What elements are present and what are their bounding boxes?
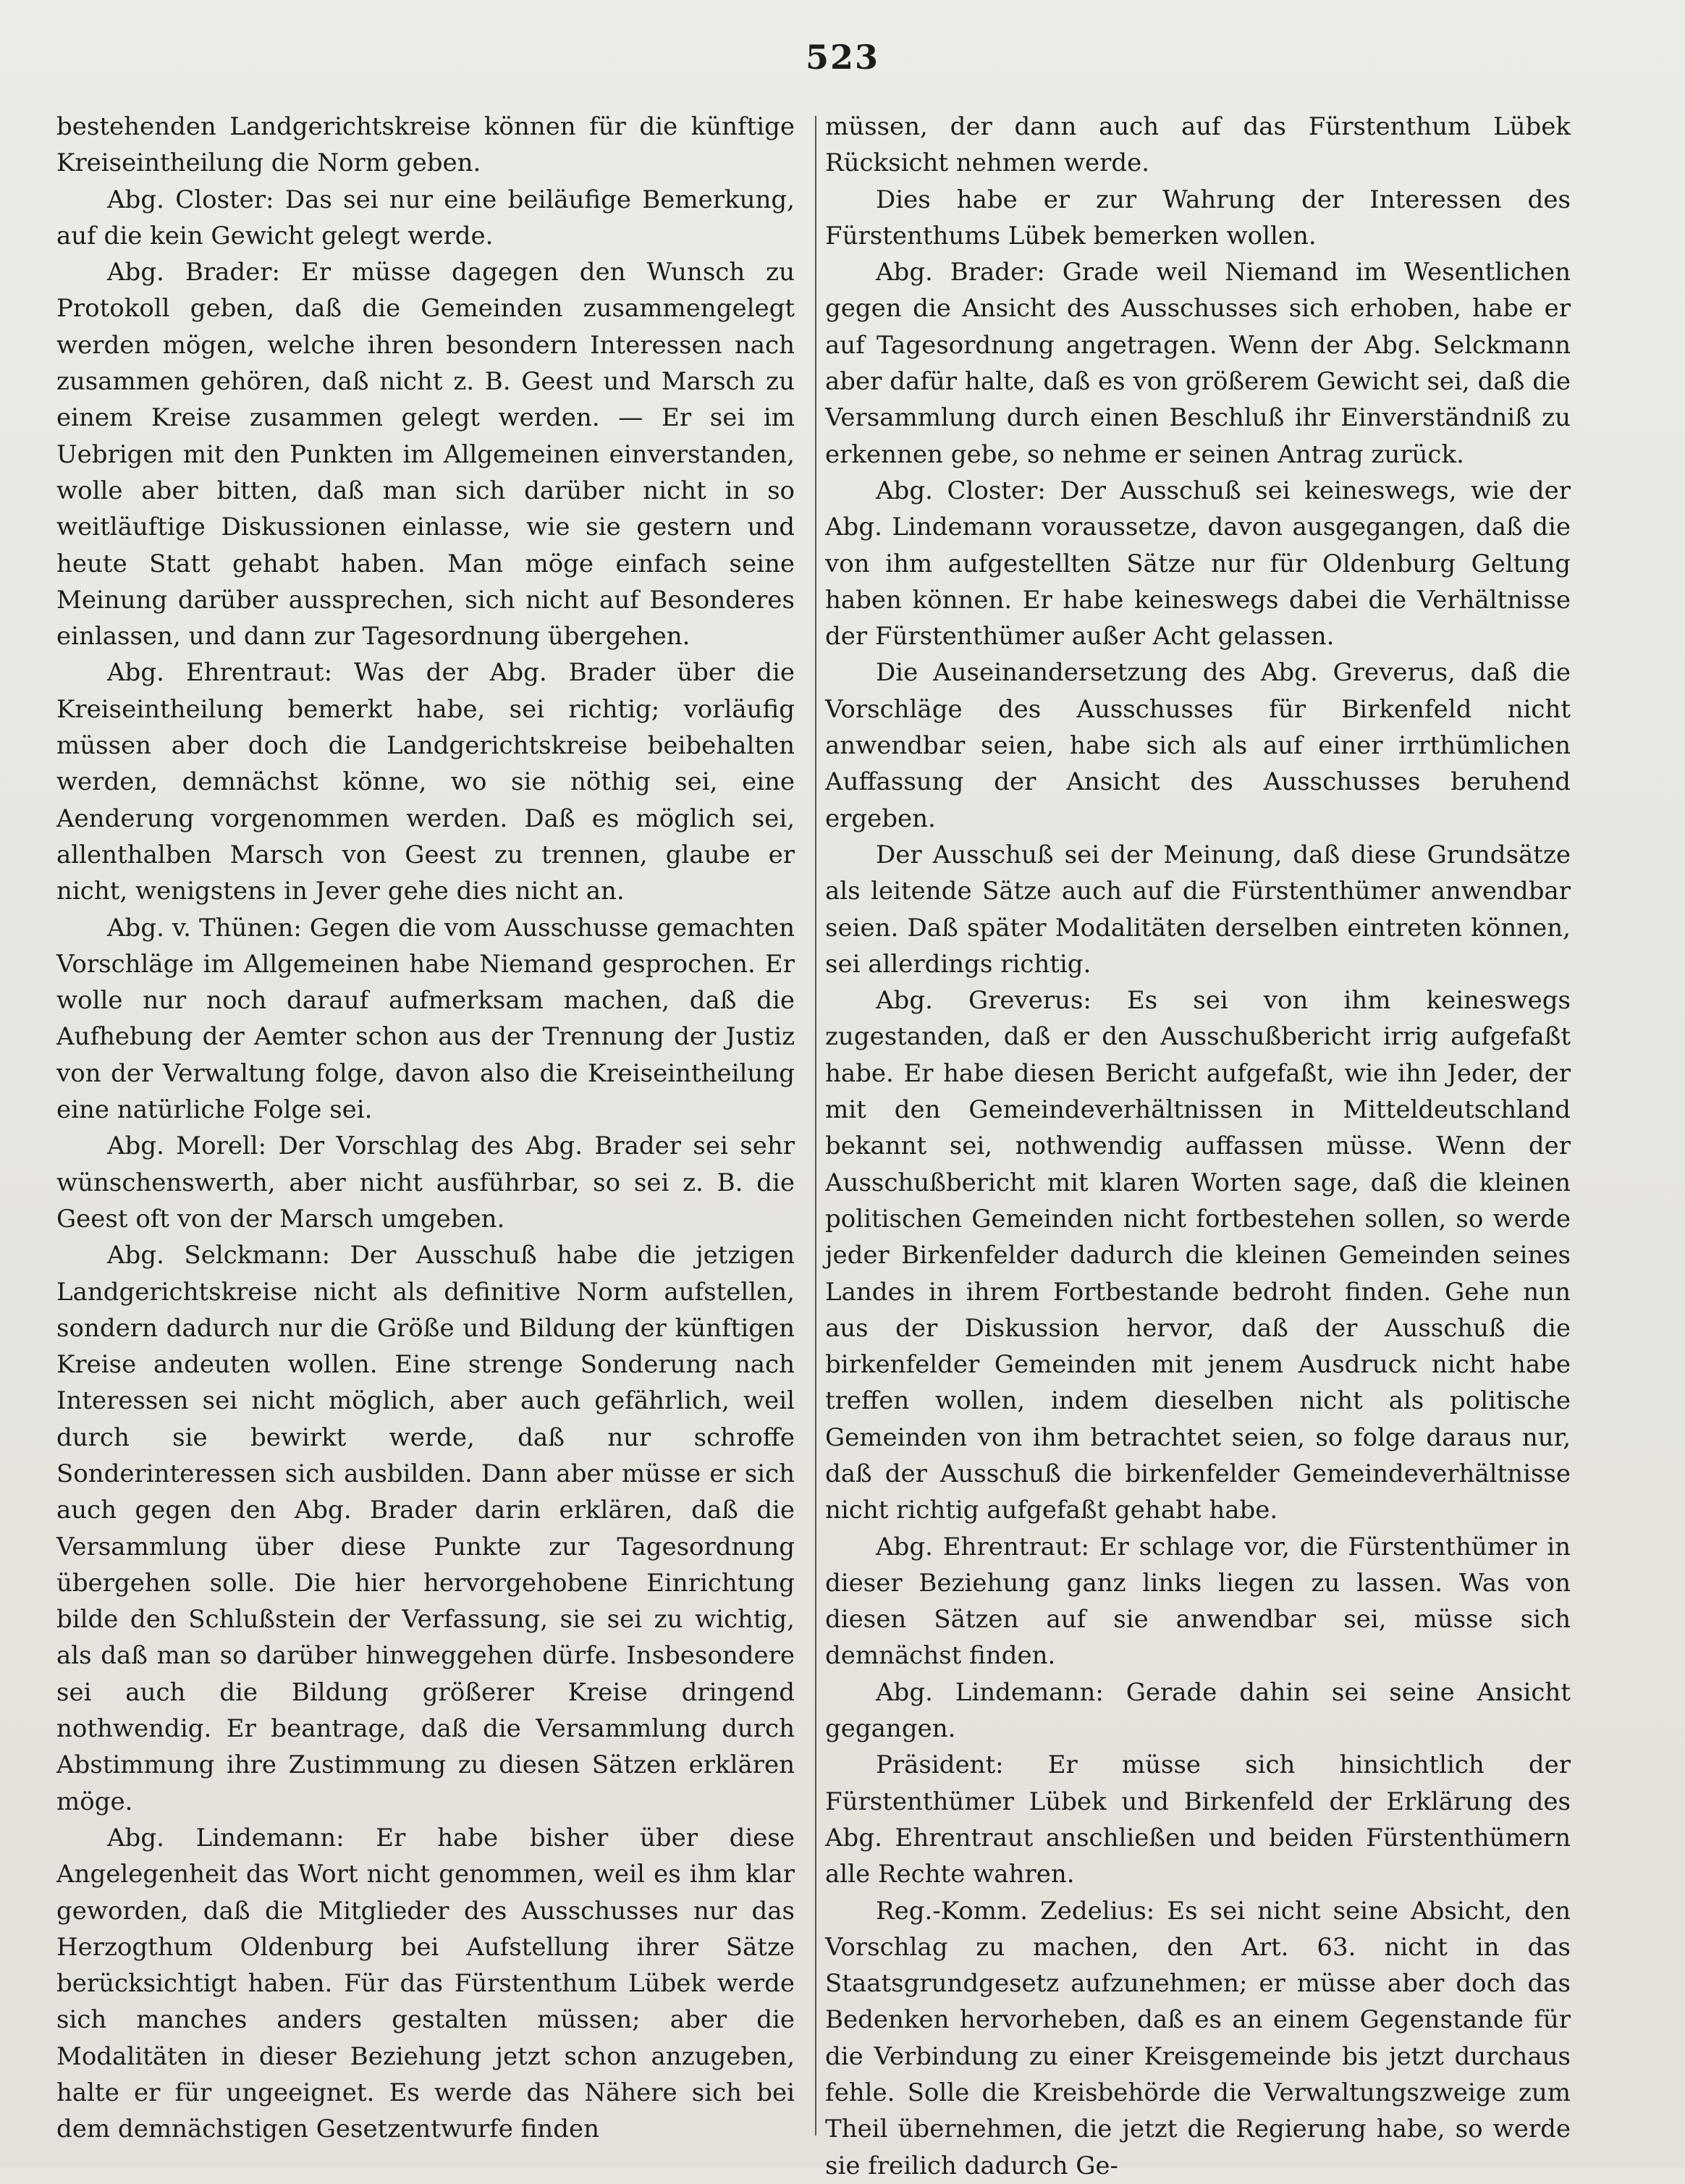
- paragraph: Abg. Brader: Grade weil Niemand im Wesentlichen gegen die Ansicht des Ausschusses sich erhoben, habe er auf Tagesordnung angetragen. Wenn der Abg. Selckmann aber dafür halte, daß es von größerem Gewicht sei, daß die Versammlung durch einen Beschluß ihr Einverständniß zu erkennen gebe, so nehme er seinen Antrag zurück.: [825, 258, 1571, 469]
- column-divider: [815, 116, 816, 2135]
- right-column: [825, 109, 1571, 2184]
- paragraph: Die Auseinandersetzung des Abg. Greverus, daß die Vorschläge des Ausschusses für Birkenfeld nicht anwendbar seien, habe sich als auf einer irrthümlichen Auffassung der Ansicht des Ausschusses beruhend ergeben.: [825, 658, 1571, 833]
- paragraph: Abg. Brader: Er müsse dagegen den Wunsch zu Protokoll geben, daß die Gemeinden zusammengelegt werden mögen, welche ihren besondern Interessen nach zusammen gehören, daß nicht z. B. Geest und Marsch zu einem Kreise zusammen gelegt werden. — Er sei im Uebrigen mit den Punkten im Allgemeinen einverstanden, wolle aber bitten, daß man sich darüber nicht in so weitläuftige Diskussionen einlasse, wie sie gestern und heute Statt gehabt haben. Man möge einfach seine Meinung darüber aussprechen, sich nicht auf Besonderes einlassen, und dann zur Tagesordnung übergehen.: [56, 258, 795, 652]
- paragraph: Abg. Ehrentraut: Was der Abg. Brader über die Kreiseintheilung bemerkt habe, sei richtig; vorläufig müssen aber doch die Landgerichtskreise beibehalten werden, demnächst könne, wo sie nöthig sei, eine Aenderung vorgenommen werden. Daß es möglich sei, allenthalben Marsch von Geest zu trennen, glaube er nicht, wenigstens in Jever gehe dies nicht an.: [56, 658, 795, 906]
- paragraph: Reg.-Komm. Zedelius: Es sei nicht seine Absicht, den Vorschlag zu machen, den Art. 63. nicht in das Staatsgrundgesetz aufzunehmen; er müsse aber doch das Bedenken hervorheben, daß es an einem Gegenstande für die Verbindung zu einer Kreisgemeinde bis jetzt durchaus fehle. Solle die Kreisbehörde die Verwaltungszweige zum Theil übernehmen, die jetzt die Regierung habe, so werde sie freilich dadurch Ge-: [825, 1896, 1571, 2180]
- paragraph: müssen, der dann auch auf das Fürstenthum Lübek Rücksicht nehmen werde.: [825, 112, 1571, 178]
- paragraph: Abg. Selckmann: Der Ausschuß habe die jetzigen Landgerichtskreise nicht als definitive Norm aufstellen, sondern dadurch nur die Größe und Bildung der künftigen Kreise andeuten wollen. Eine strenge Sonderung nach Interessen sei nicht möglich, aber auch gefährlich, weil durch sie bewirkt werde, daß nur schroffe Sonderinteressen sich ausbilden. Dann aber müsse er sich auch gegen den Abg. Brader darin erklären, daß die Versammlung über diese Punkte zur Tagesordnung übergehen solle. Die hier hervorgehobene Einrichtung bilde den Schlußstein der Verfassung, sie sei zu wichtig, als daß man so darüber hinweggehen dürfe. Insbesondere sei auch die Bildung größerer Kreise dringend nothwendig. Er beantrage, daß die Versammlung durch Abstimmung ihre Zustimmung zu diesen Sätzen erklären möge.: [56, 1241, 795, 1816]
- paragraph: Abg. Lindemann: Gerade dahin sei seine Ansicht gegangen.: [825, 1677, 1571, 1744]
- paragraph: Abg. Closter: Das sei nur eine beiläufige Bemerkung, auf die kein Gewicht gelegt werde.: [56, 185, 795, 250]
- paragraph: Abg. v. Thünen: Gegen die vom Ausschusse gemachten Vorschläge im Allgemeinen habe Niemand gesprochen. Er wolle nur noch darauf aufmerksam machen, daß die Aufhebung der Aemter schon aus der Trennung der Justiz von der Verwaltung folge, davon also die Kreiseintheilung eine natürliche Folge sei.: [56, 913, 795, 1125]
- paragraph: Der Ausschuß sei der Meinung, daß diese Grundsätze als leitende Sätze auch auf die Fürstenthümer anwendbar seien. Daß später Modalitäten derselben eintreten können, sei allerdings richtig.: [825, 840, 1571, 979]
- paragraph: Abg. Ehrentraut: Er schlage vor, die Fürstenthümer in dieser Beziehung ganz links liegen zu lassen. Was von diesen Sätzen auf sie anwendbar sei, müsse sich demnächst finden.: [825, 1532, 1571, 1671]
- left-column: [56, 109, 795, 2148]
- paragraph: Abg. Morell: Der Vorschlag des Abg. Brader sei sehr wünschenswerth, aber nicht ausführbar, so sei z. B. die Geest oft von der Marsch umgeben.: [56, 1131, 795, 1234]
- paragraph: bestehenden Landgerichtskreise können für die künftige Kreiseintheilung die Norm geben.: [56, 112, 795, 178]
- page-number: 523: [805, 38, 880, 77]
- paragraph: Abg. Lindemann: Er habe bisher über diese Angelegenheit das Wort nicht genommen, weil es ihm klar geworden, daß die Mitglieder des Ausschusses nur das Herzogthum Oldenburg bei Aufstellung ihrer Sätze berücksichtigt haben. Für das Fürstenthum Lübek werde sich manches anders gestalten müssen; aber die Modalitäten in dieser Beziehung jetzt schon anzugeben, halte er für ungeeignet. Es werde das Nähere sich bei dem demnächstigen Gesetzentwurfe finden: [56, 1823, 795, 2144]
- paragraph: Dies habe er zur Wahrung der Interessen des Fürstenthums Lübek bemerken wollen.: [825, 185, 1571, 250]
- paragraph: Präsident: Er müsse sich hinsichtlich der Fürstenthümer Lübek und Birkenfeld der Erklärung des Abg. Ehrentraut anschließen und beiden Fürstenthümern alle Rechte wahren.: [825, 1750, 1571, 1889]
- paragraph: Abg. Closter: Der Ausschuß sei keineswegs, wie der Abg. Lindemann voraussetze, davon ausgegangen, daß die von ihm aufgestellten Sätze nur für Oldenburg Geltung haben können. Er habe keineswegs dabei die Verhältnisse der Fürstenthümer außer Acht gelassen.: [825, 476, 1571, 652]
- paragraph: Abg. Greverus: Es sei von ihm keineswegs zugestanden, daß er den Ausschußbericht irrig aufgefaßt habe. Er habe diesen Bericht aufgefaßt, wie ihn Jeder, der mit den Gemeindeverhältnissen in Mitteldeutschland bekannt sei, nothwendig auffassen müsse. Wenn der Ausschußbericht mit klaren Worten sage, daß die kleinen politischen Gemeinden nicht fortbestehen sollen, so werde jeder Birkenfelder dadurch die kleinen Gemeinden seines Landes in ihrem Fortbestande bedroht finden. Gehe nun aus der Diskussion hervor, daß der Ausschuß die birkenfelder Gemeinden mit jenem Ausdruck nicht habe treffen wollen, indem dieselben nicht als politische Gemeinden von ihm betrachtet seien, so folge daraus nur, daß der Ausschuß die birkenfelder Gemeindeverhältnisse nicht richtig aufgefaßt gehabt habe.: [825, 986, 1571, 1525]
